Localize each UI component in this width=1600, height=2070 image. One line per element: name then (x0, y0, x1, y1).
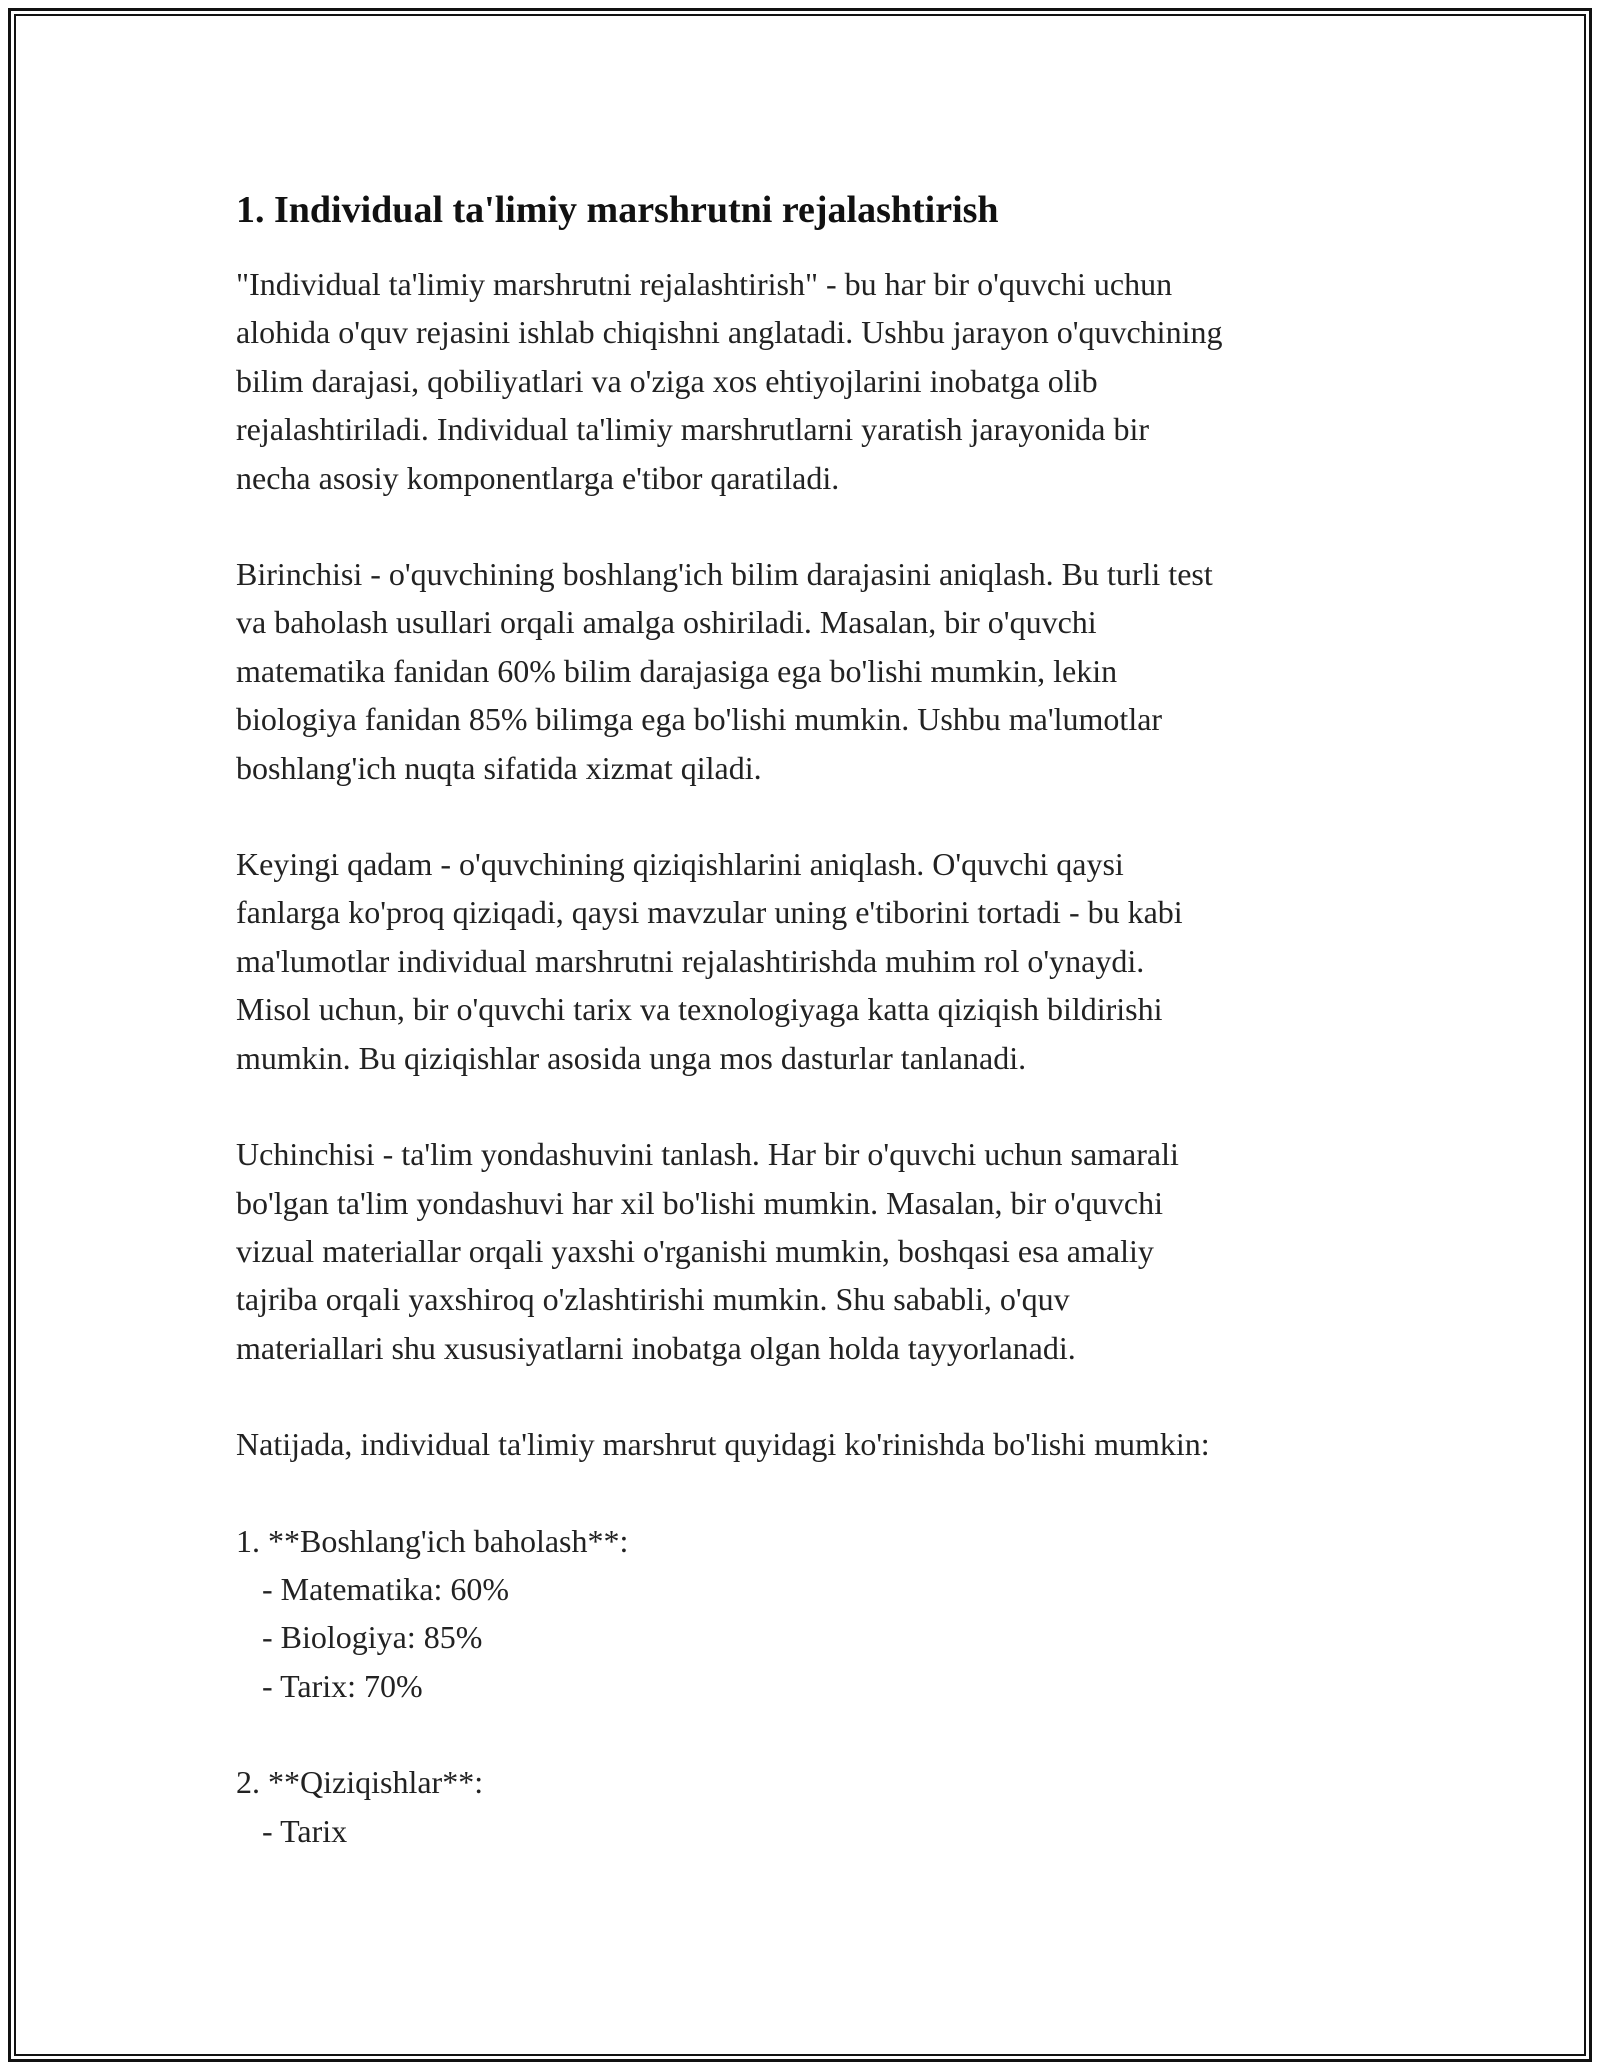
list-interests (236, 1758, 1386, 1855)
paragraph-intro: "Individual ta'limiy marshrutni rejalashtirish" - bu har bir o'quvchi uchun alohida o'quv rejasini ishlab chiqishni anglatadi. Ushbu jarayon o'quvchining bilim darajasi, qobiliyatlari va o'ziga xos ehtiyojlarini inobatga olib rejalashtiriladi. Individual ta'limiy marshrutlarni yaratish jarayonida bir necha asosiy komponentlarga e'tibor qaratiladi. (236, 266, 1223, 496)
paragraph-first-step: Birinchisi - o'quvchining boshlang'ich bilim darajasini aniqlash. Bu turli test va baholash usullari orqali amalga oshiriladi. Masalan, bir o'quvchi matematika fanidan 60% bilim darajasiga ega bo'lishi mumkin, lekin biologiya fanidan 85% bilimga ega bo'lishi mumkin. Ushbu ma'lumotlar boshlang'ich nuqta sifatida xizmat qiladi. (236, 556, 1213, 786)
document-body (236, 186, 1386, 1903)
list-item: - Matematika: 60% (262, 1570, 510, 1607)
section-heading: 1. Individual ta'limiy marshrutni rejalashtirish (236, 189, 999, 231)
list-initial-assessment (236, 1517, 1386, 1711)
list-item: - Tarix: 70% (262, 1667, 423, 1704)
paragraph-next-step: Keyingi qadam - o'quvchining qiziqishlarini aniqlash. O'quvchi qaysi fanlarga ko'proq qiziqadi, qaysi mavzular uning e'tiborini tortadi - bu kabi ma'lumotlar individual marshrutni rejalashtirishda muhim rol o'ynaydi. Misol uchun, bir o'quvchi tarix va texnologiyaga katta qiziqish bildirishi mumkin. Bu qiziqishlar asosida unga mos dasturlar tanlanadi. (236, 846, 1183, 1076)
list-title: 1. **Boshlang'ich baholash**: (236, 1522, 629, 1559)
paragraph-result: Natijada, individual ta'limiy marshrut quyidagi ko'rinishda bo'lishi mumkin: (236, 1426, 1210, 1463)
list-title: 2. **Qiziqishlar**: (236, 1764, 484, 1801)
list-item: - Biologiya: 85% (262, 1619, 483, 1656)
list-item: - Tarix (262, 1812, 348, 1849)
paragraph-third-step: Uchinchisi - ta'lim yondashuvini tanlash. Har bir o'quvchi uchun samarali bo'lgan ta'lim yondashuvi har xil bo'lishi mumkin. Masalan, bir o'quvchi vizual materiallar orqali yaxshi o'rganishi mumkin, boshqasi esa amaliy tajriba orqali yaxshiroq o'zlashtirishi mumkin. Shu sababli, o'quv materiallari shu xususiyatlarni inobatga olgan holda tayyorlanadi. (236, 1136, 1179, 1366)
